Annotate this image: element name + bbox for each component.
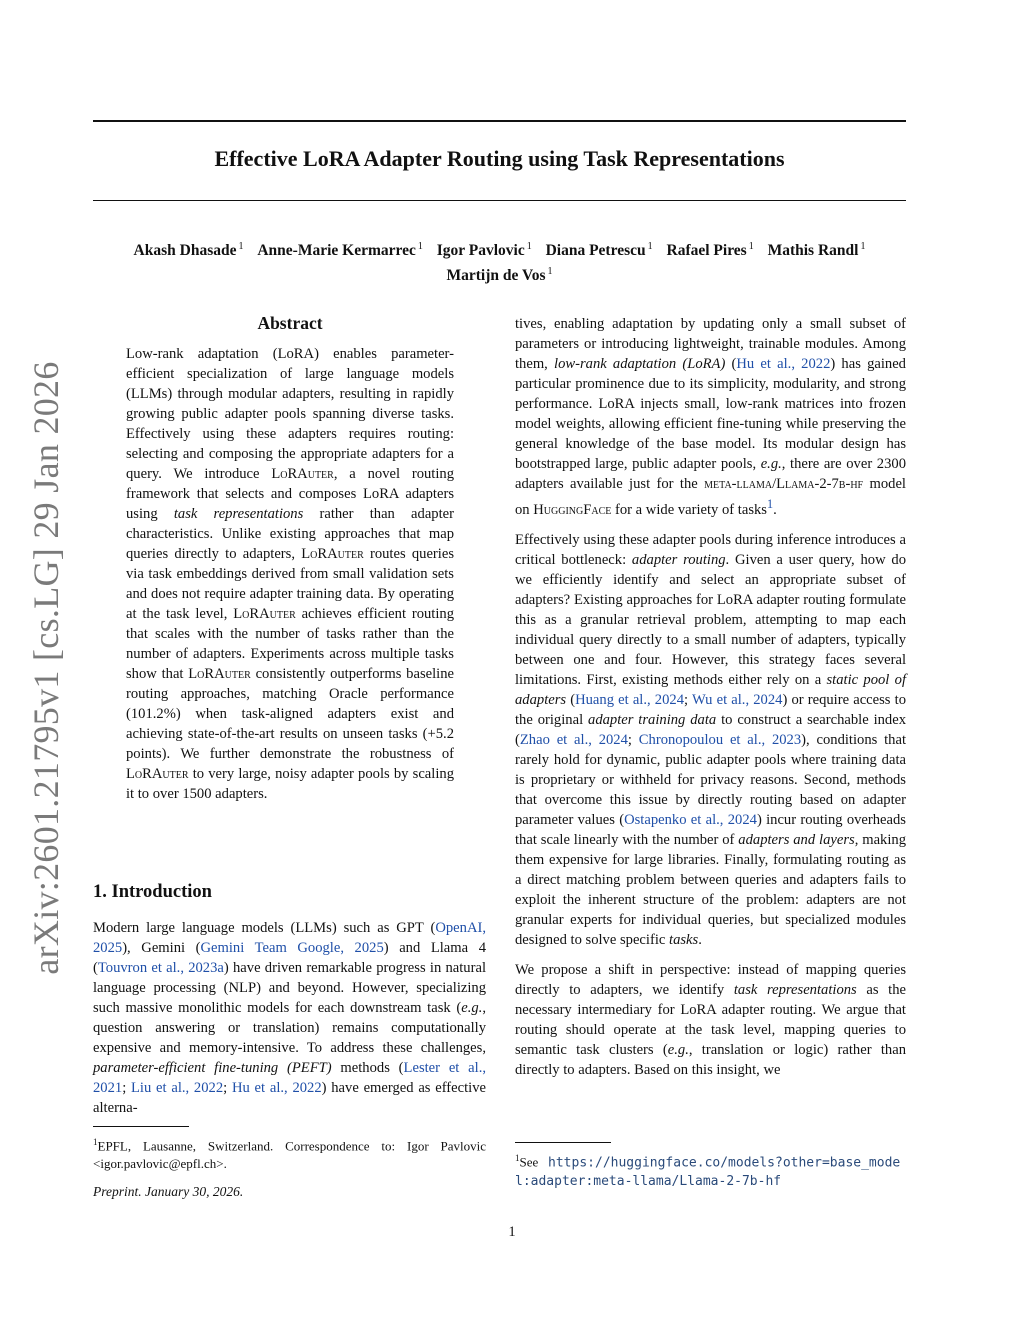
paragraph: We propose a shift in perspective: instead of mapping queries directly to adapters, we identify task representations as the necessary intermediary for LoRA adapter routing. We argue that routing should operate at the task level, mapping queries to semantic task clusters (e.g., translation or logic) rather than directly to adapters. Based on this insight, we: [515, 961, 907, 1078]
footnote-url: $^1$See https://huggingface.co/models?other=base_model:adapter:meta-llama/Llama-2-7b-hf: [515, 1153, 901, 1190]
citation-link[interactable]: OpenAI, 2025: [93, 920, 486, 956]
abstract-text: Low-rank adaptation (LoRA) enables parameter-efficient specialization of large language models (LLMs) through modular adapters, resulting in rapidly growing public adapter pools spanning diverse tasks. Effectively using these adapters requires routing: selecting and composing the appropriate adapters for a query. We introduce LoRAuter, a novel routing framework that selects and composes LoRA adapters using task representations rather than adapter characteristics. Unlike existing approaches that map queries directly to adapters, LoRAuter routes queries via task embeddings derived from small validation sets and does not require adapter training data. By operating at the task level, LoRAuter achieves efficient routing that scales with the number of tasks rather than the number of adapters. Experiments across multiple tasks show that LoRAuter consistently outperforms baseline routing approaches, matching Oracle performance (101.2%) when task-aligned adapters exist and achieving state-of-the-art results on unseen tasks (+5.2 points). We further demonstrate the robustness of LoRAuter to very large, noisy adapter pools by scaling it to over 1500 adapters.: [126, 346, 454, 802]
citation-link[interactable]: Ostapenko et al., 2024: [624, 811, 757, 828]
author: Diana Petrescu $^1$: [545, 241, 653, 260]
abstract-heading: Abstract: [257, 313, 323, 333]
introduction-text: Modern large language models (LLMs) such as GPT (OpenAI, 2025), Gemini (Gemini Team Google, 2025) and Llama 4 (Touvron et al., 2023a) have driven remarkable progress in natural language processing (NLP) and beyond. However, specializing such massive monolithic models for each downstream task (e.g., question answering or translation) remains computationally expensive and memory-intensive. To address these challenges, parameter-efficient fine-tuning (PEFT) methods (Lester et al., 2021; Liu et al., 2022; Hu et al., 2022) have emerged as effective alterna-: [93, 920, 487, 1116]
citation-link[interactable]: Chronopoulou et al., 2023: [638, 731, 802, 748]
author: Mathis Randl $^1$: [767, 241, 866, 260]
title-top-rule: [93, 120, 906, 122]
citation-link[interactable]: Huang et al., 2024: [575, 691, 684, 708]
paragraph: tives, enabling adaptation by updating only a small subset of parameters or introducing lightweight, trainable modules. Among them, low-rank adaptation (LoRA) (Hu et al., 2022) has gained particular prominence due to its simplicity, modularity, and strong performance. LoRA injects small, low-rank matrices into frozen model weights, allowing efficient fine-tuning while preserving the general knowledge of the base model. Its modular design has bootstrapped large, public adapter pools, e.g., there are over 2300 adapters available just for the meta-llama/Llama-2-7b-hf model on HuggingFace for a wide variety of tasks$^1$.: [515, 316, 906, 518]
footnote-rule: [515, 1142, 611, 1143]
arxiv-sidebar-stamp: arXiv:2601.21795v1 [cs.LG] 29 Jan 2026: [26, 361, 66, 975]
author: Igor Pavlovic $^1$: [436, 241, 532, 260]
citation-link[interactable]: Touvron et al., 2023a: [97, 960, 224, 976]
abstract-section: [126, 312, 454, 804]
citation-link[interactable]: Hu et al., 2022: [231, 1080, 322, 1096]
citation-link[interactable]: Lester et al., 2021: [93, 1060, 486, 1096]
right-column-text: [515, 314, 906, 1090]
page-number: 1: [508, 1224, 516, 1240]
huggingface-url-link[interactable]: https://huggingface.co/models?other=base_model:adapter:meta-llama/Llama-2-7b-hf: [515, 1155, 901, 1190]
author: Martijn de Vos $^1$: [446, 266, 553, 285]
author-list: [93, 236, 906, 286]
preprint-note: Preprint. January 30, 2026.: [93, 1184, 244, 1199]
paragraph: Effectively using these adapter pools during inference introduces a critical bottleneck: adapter routing. Given a user query, how do we efficiently identify and select an appropriate subset of adapters? Existing approaches for LoRA adapter routing formulate this as a granular retrieval problem, attempting to map each individual query directly to a small number of adapters, typically between one and four. However, this strategy faces several limitations. First, existing methods either rely on a static pool of adapters (Huang et al., 2024; Wu et al., 2024) or require access to the original adapter training data to construct a searchable index (Zhao et al., 2024; Chronopoulou et al., 2023), conditions that rarely hold for dynamic, public adapter pools where training data is proprietary or withheld for privacy reasons. Second, methods that overcome this issue by directly routing based on adapter parameter values (Ostapenko et al., 2024) incur routing overheads that scale linearly with the number of adapters and layers, making them expensive for large libraries. Finally, formulating routing as a direct matching problem between queries and adapters fails to exploit the inherent structure of the problem: adapters are not granular experts for individual queries, but specialized modules designed to solve specific tasks.: [515, 531, 907, 948]
citation-link[interactable]: Zhao et al., 2024: [519, 731, 628, 748]
footnote-rule: [93, 1126, 189, 1127]
section-heading-introduction: 1. Introduction: [93, 882, 212, 902]
footnote-marker[interactable]: 1: [766, 497, 774, 511]
citation-link[interactable]: Gemini Team Google, 2025: [200, 940, 384, 956]
author: Rafael Pires $^1$: [666, 241, 754, 260]
title-bottom-rule: [93, 200, 906, 201]
citation-link[interactable]: Liu et al., 2022: [131, 1080, 224, 1096]
author: Anne-Marie Kermarrec $^1$: [257, 241, 423, 260]
citation-link[interactable]: Wu et al., 2024: [691, 691, 783, 708]
footnote-affiliation: $^1$EPFL, Lausanne, Switzerland. Correspondence to: Igor Pavlovic <igor.pavlovic@epfl.ch>.: [93, 1137, 486, 1172]
citation-link[interactable]: Hu et al., 2022: [736, 356, 831, 372]
paper-title: Effective LoRA Adapter Routing using Task Representations: [214, 146, 785, 171]
author: Akash Dhasade $^1$: [133, 241, 244, 260]
